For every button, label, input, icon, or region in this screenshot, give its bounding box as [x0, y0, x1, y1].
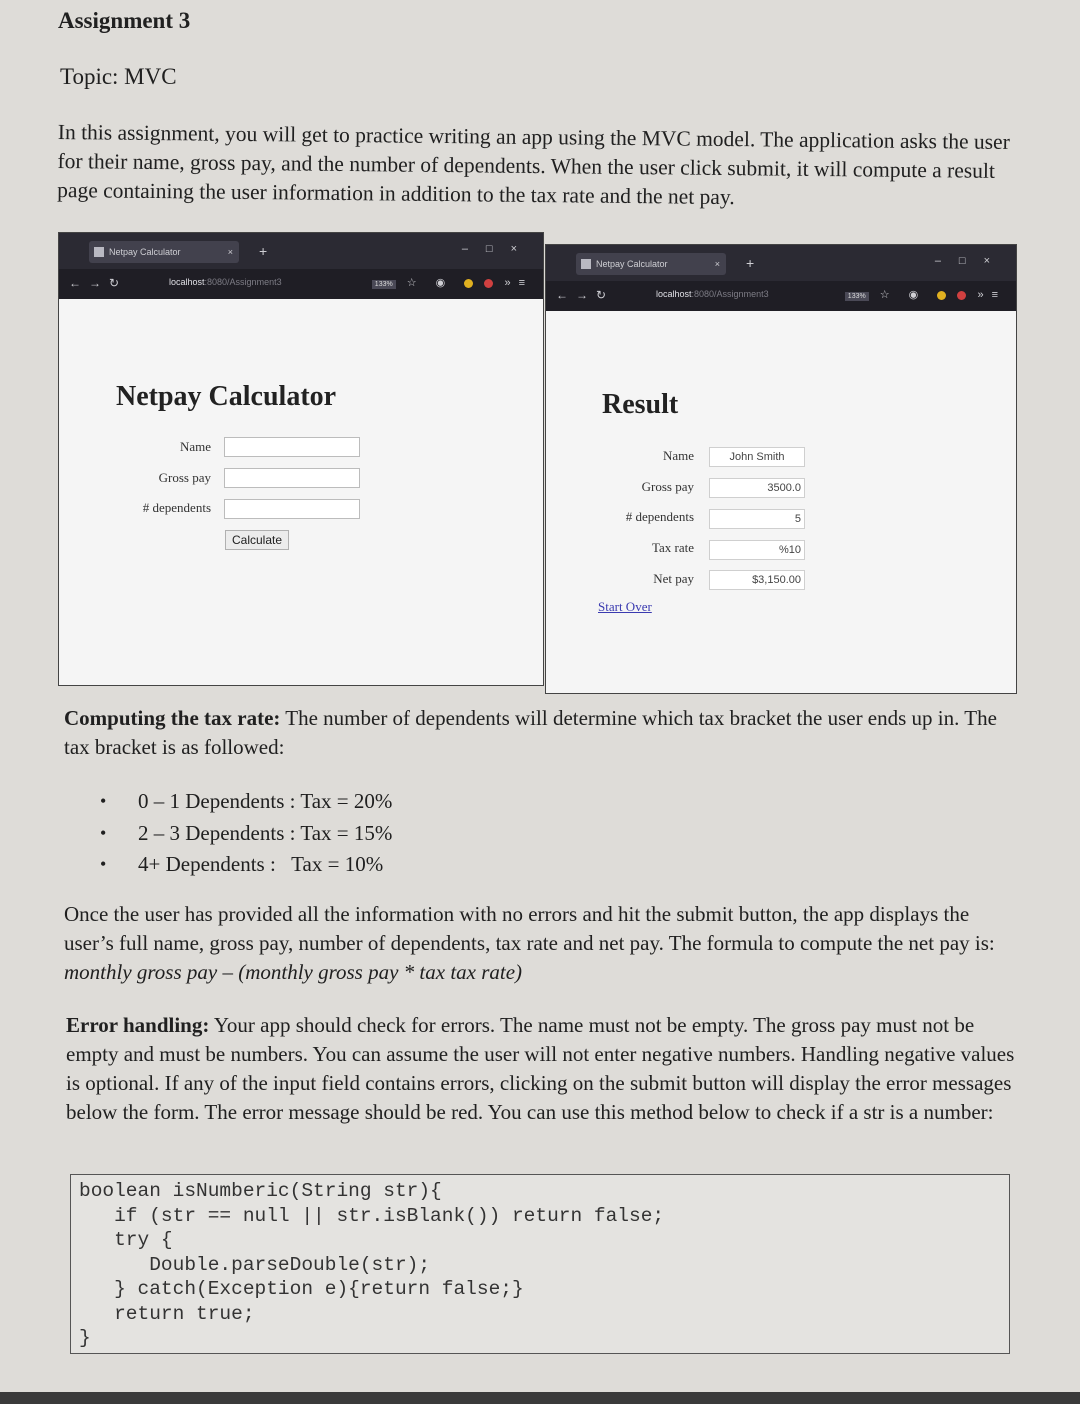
tab-bar: [59, 233, 543, 269]
url-bar[interactable]: [656, 289, 769, 299]
intro-paragraph: In this assignment, you will get to practice writing an app using the MVC model. The application asks the user for their name, gross pay, and the number of dependents. When the user click submit, it will compute a result page containing the user information in addition to the tax rate and the net pay.: [57, 119, 1010, 210]
result-net-pay-value: $3,150.00: [709, 570, 805, 590]
extension-icon[interactable]: [957, 291, 966, 300]
extension-icon[interactable]: [484, 279, 493, 288]
calculator-browser-window: [58, 232, 544, 686]
extension-icon[interactable]: [937, 291, 946, 300]
tax-rate-heading: Computing the tax rate:: [64, 706, 281, 730]
tax-rate-text: The number of dependents will determine which tax bracket the user ends up in. The tax bracket is as followed:: [64, 706, 997, 759]
result-gross-pay-label: Gross pay: [641, 479, 694, 494]
page-favicon-icon: [94, 247, 104, 257]
nav-icons[interactable]: ←→↻: [69, 276, 128, 290]
display-text: Once the user has provided all the information with no errors and hit the submit button, the app displays the user’s full name, gross pay, number of dependents, tax rate and net pay. The formula to compute the net pay is:: [64, 902, 995, 955]
error-handling-heading: Error handling:: [66, 1013, 210, 1037]
tab-title: Netpay Calculator: [596, 259, 668, 269]
zoom-badge: 133%: [372, 280, 396, 289]
browser-tab[interactable]: [576, 253, 726, 275]
is-numeric-code: boolean isNumberic(String str){ if (str == null || str.isBlank()) return false; try { Double.parseDouble(str); } catch(Exception e){return false;} return true; }: [79, 1180, 665, 1349]
gross-pay-label: Gross pay: [158, 470, 211, 485]
assignment-title: Assignment 3: [58, 8, 191, 33]
net-pay-formula: monthly gross pay – (monthly gross pay * tax tax rate): [64, 960, 523, 984]
nav-bar: [546, 281, 1016, 311]
extension-icon[interactable]: [464, 279, 473, 288]
name-input[interactable]: [224, 437, 360, 457]
nav-icons[interactable]: ←→↻: [556, 288, 615, 302]
url-path: :8080/Assignment3: [691, 289, 769, 299]
tax-bracket-list: [100, 786, 392, 881]
close-tab-icon[interactable]: ×: [227, 247, 233, 257]
bracket-item: • 0 – 1 Dependents : Tax = 20%: [100, 786, 392, 818]
url-host: localhost: [169, 277, 205, 287]
result-gross-pay-value: 3500.0: [709, 478, 805, 498]
close-tab-icon[interactable]: ×: [714, 259, 720, 269]
tab-bar: [546, 245, 1016, 281]
error-handling-text: Your app should check for errors. The name must not be empty. The gross pay must not be empty and must be numbers. You can assume the user will not enter negative numbers. Handling negative values is optional. If any of the input field contains errors, clicking on the submit button will display the error messages below the form. The error message should be red. You can use this method below to check if a str is a number:: [66, 1013, 1015, 1124]
page-favicon-icon: [581, 259, 591, 269]
error-handling-paragraph: [66, 1011, 1016, 1127]
result-browser-window: [545, 244, 1017, 694]
result-dependents-value: 5: [709, 509, 805, 529]
dependents-label: # dependents: [142, 500, 211, 515]
result-tax-rate-label: Tax rate: [651, 540, 694, 555]
window-controls[interactable]: –□×: [934, 255, 1008, 267]
bottom-edge: [0, 1392, 1080, 1404]
start-over-link[interactable]: Start Over: [598, 599, 652, 614]
name-label: Name: [179, 439, 211, 454]
dependents-input[interactable]: [224, 499, 360, 519]
result-name-value: John Smith: [709, 447, 805, 467]
code-block: [70, 1174, 1010, 1354]
result-tax-rate-value: %10: [709, 540, 805, 560]
browser-tab[interactable]: [89, 241, 239, 263]
calculator-heading: Netpay Calculator: [116, 381, 337, 412]
bracket-item: • 4+ Dependents : Tax = 10%: [100, 849, 392, 881]
tab-title: Netpay Calculator: [109, 247, 181, 257]
toolbar-icons[interactable]: 133% ☆ ◉ »≡: [372, 276, 533, 289]
tax-rate-paragraph: [64, 704, 1014, 762]
result-name-label: Name: [662, 448, 694, 463]
calculate-button[interactable]: Calculate: [225, 530, 289, 550]
url-path: :8080/Assignment3: [204, 277, 282, 287]
new-tab-icon[interactable]: +: [746, 255, 755, 271]
url-bar[interactable]: [169, 277, 282, 287]
nav-bar: [59, 269, 543, 299]
result-dependents-label: # dependents: [625, 509, 694, 524]
new-tab-icon[interactable]: +: [259, 243, 268, 259]
gross-pay-input[interactable]: [224, 468, 360, 488]
window-controls[interactable]: –□×: [461, 243, 535, 255]
display-paragraph: [64, 900, 1014, 987]
zoom-badge: 133%: [845, 292, 869, 301]
result-net-pay-label: Net pay: [653, 571, 694, 586]
toolbar-icons[interactable]: 133% ☆ ◉ »≡: [845, 288, 1006, 301]
url-host: localhost: [656, 289, 692, 299]
topic-line: Topic: MVC: [60, 64, 177, 89]
result-heading: Result: [602, 389, 679, 420]
bracket-item: • 2 – 3 Dependents : Tax = 15%: [100, 818, 392, 850]
